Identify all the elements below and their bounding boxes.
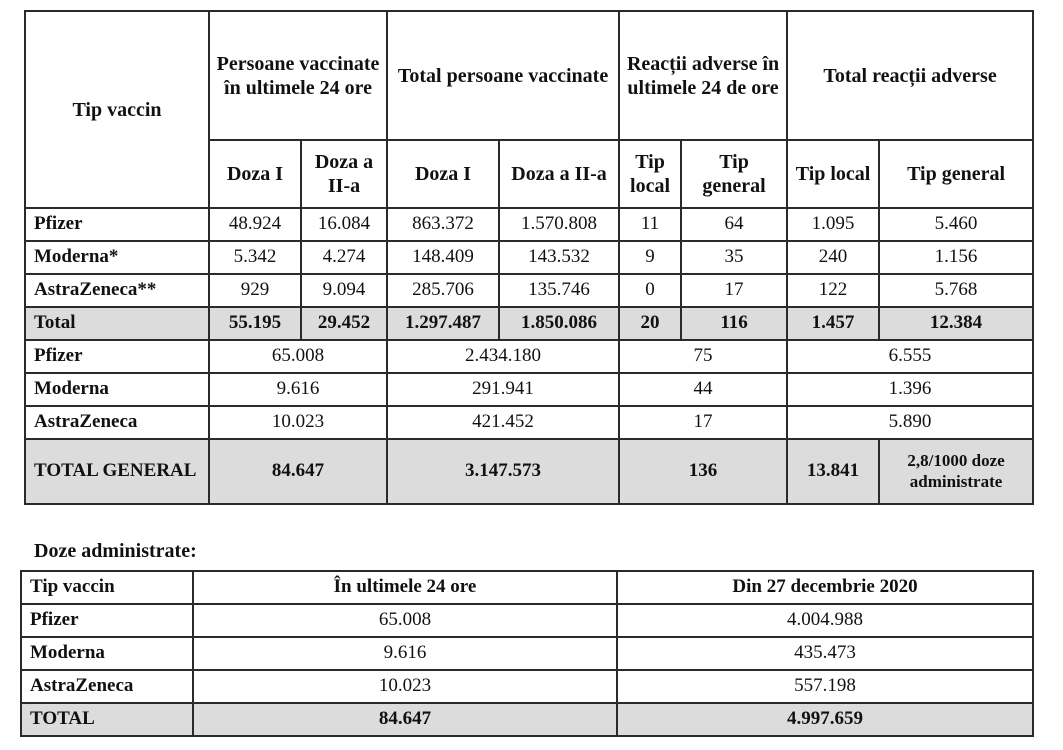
cell: 65.008 — [209, 340, 387, 373]
summary-row — [25, 373, 1033, 406]
cell: 557.198 — [617, 670, 1033, 703]
cell: 6.555 — [787, 340, 1033, 373]
cell: 5.460 — [879, 208, 1033, 241]
cell: 10.023 — [193, 670, 617, 703]
row-label: AstraZeneca — [21, 670, 193, 703]
cell: 12.384 — [879, 307, 1033, 340]
cell: 135.746 — [499, 274, 619, 307]
cell: 17 — [681, 274, 787, 307]
cell: 29.452 — [301, 307, 387, 340]
cell: 9.094 — [301, 274, 387, 307]
summary-row — [25, 340, 1033, 373]
header-general: Tip general — [879, 140, 1033, 208]
row-label: TOTAL — [21, 703, 193, 736]
cell: 929 — [209, 274, 301, 307]
cell: 1.570.808 — [499, 208, 619, 241]
table-row — [25, 208, 1033, 241]
header-dose1: Doza I — [209, 140, 301, 208]
cell: 3.147.573 — [387, 439, 619, 504]
table-row — [25, 241, 1033, 274]
cell: 1.396 — [787, 373, 1033, 406]
header-tip-vaccin: Tip vaccin — [25, 11, 209, 208]
cell: 55.195 — [209, 307, 301, 340]
cell: 435.473 — [617, 637, 1033, 670]
header-local: Tip local — [619, 140, 681, 208]
cell: 5.890 — [787, 406, 1033, 439]
row-label: AstraZeneca — [25, 406, 209, 439]
row-label: Pfizer — [21, 604, 193, 637]
cell: 20 — [619, 307, 681, 340]
total-row — [21, 703, 1033, 736]
row-label: Total — [25, 307, 209, 340]
cell: 17 — [619, 406, 787, 439]
cell: 1.850.086 — [499, 307, 619, 340]
cell: 143.532 — [499, 241, 619, 274]
header-dose2: Doza a II-a — [499, 140, 619, 208]
row-label: Moderna — [21, 637, 193, 670]
cell: 421.452 — [387, 406, 619, 439]
table-row — [21, 604, 1033, 637]
cell: 84.647 — [193, 703, 617, 736]
summary-row — [25, 406, 1033, 439]
table-row — [25, 274, 1033, 307]
total-general-row — [25, 439, 1033, 504]
cell: 4.004.988 — [617, 604, 1033, 637]
header-dose2: Doza a II-a — [301, 140, 387, 208]
cell: 9.616 — [193, 637, 617, 670]
cell: 2.434.180 — [387, 340, 619, 373]
adverse-rate-cell: 2,8/1000 doze administrate — [879, 439, 1033, 504]
vaccination-table — [24, 10, 1034, 505]
cell: 9 — [619, 241, 681, 274]
cell: 13.841 — [787, 439, 879, 504]
header-local: Tip local — [787, 140, 879, 208]
cell: 9.616 — [209, 373, 387, 406]
cell: 44 — [619, 373, 787, 406]
cell: 863.372 — [387, 208, 499, 241]
table-row — [21, 637, 1033, 670]
header-row-groups — [25, 11, 1033, 140]
cell: 16.084 — [301, 208, 387, 241]
header-general: Tip general — [681, 140, 787, 208]
cell: 5.768 — [879, 274, 1033, 307]
cell: 1.156 — [879, 241, 1033, 274]
total-row — [25, 307, 1033, 340]
header-vaccinated-24h: Persoane vaccinate în ultimele 24 ore — [209, 11, 387, 140]
cell: 240 — [787, 241, 879, 274]
cell: 5.342 — [209, 241, 301, 274]
cell: 0 — [619, 274, 681, 307]
cell: 148.409 — [387, 241, 499, 274]
row-label: TOTAL GENERAL — [25, 439, 209, 504]
doses-table — [20, 570, 1034, 737]
header-total-vaccinated: Total persoane vaccinate — [387, 11, 619, 140]
cell: 65.008 — [193, 604, 617, 637]
cell: 1.457 — [787, 307, 879, 340]
cell: 4.274 — [301, 241, 387, 274]
cell: 136 — [619, 439, 787, 504]
header-dose1: Doza I — [387, 140, 499, 208]
cell: 1.095 — [787, 208, 879, 241]
header-adverse-24h: Reacții adverse în ultimele 24 de ore — [619, 11, 787, 140]
header-last-24h: În ultimele 24 ore — [193, 571, 617, 604]
cell: 10.023 — [209, 406, 387, 439]
doses-caption: Doze administrate: — [34, 540, 197, 562]
header-tip-vaccin: Tip vaccin — [21, 571, 193, 604]
cell: 75 — [619, 340, 787, 373]
cell: 116 — [681, 307, 787, 340]
doses-header-row — [21, 571, 1033, 604]
cell: 291.941 — [387, 373, 619, 406]
cell: 285.706 — [387, 274, 499, 307]
cell: 35 — [681, 241, 787, 274]
row-label: AstraZeneca** — [25, 274, 209, 307]
cell: 84.647 — [209, 439, 387, 504]
cell: 11 — [619, 208, 681, 241]
cell: 1.297.487 — [387, 307, 499, 340]
row-label: Pfizer — [25, 340, 209, 373]
cell: 122 — [787, 274, 879, 307]
cell: 64 — [681, 208, 787, 241]
header-since-date: Din 27 decembrie 2020 — [617, 571, 1033, 604]
table-row — [21, 670, 1033, 703]
cell: 4.997.659 — [617, 703, 1033, 736]
header-adverse-total: Total reacții adverse — [787, 11, 1033, 140]
row-label: Moderna — [25, 373, 209, 406]
row-label: Pfizer — [25, 208, 209, 241]
row-label: Moderna* — [25, 241, 209, 274]
cell: 48.924 — [209, 208, 301, 241]
